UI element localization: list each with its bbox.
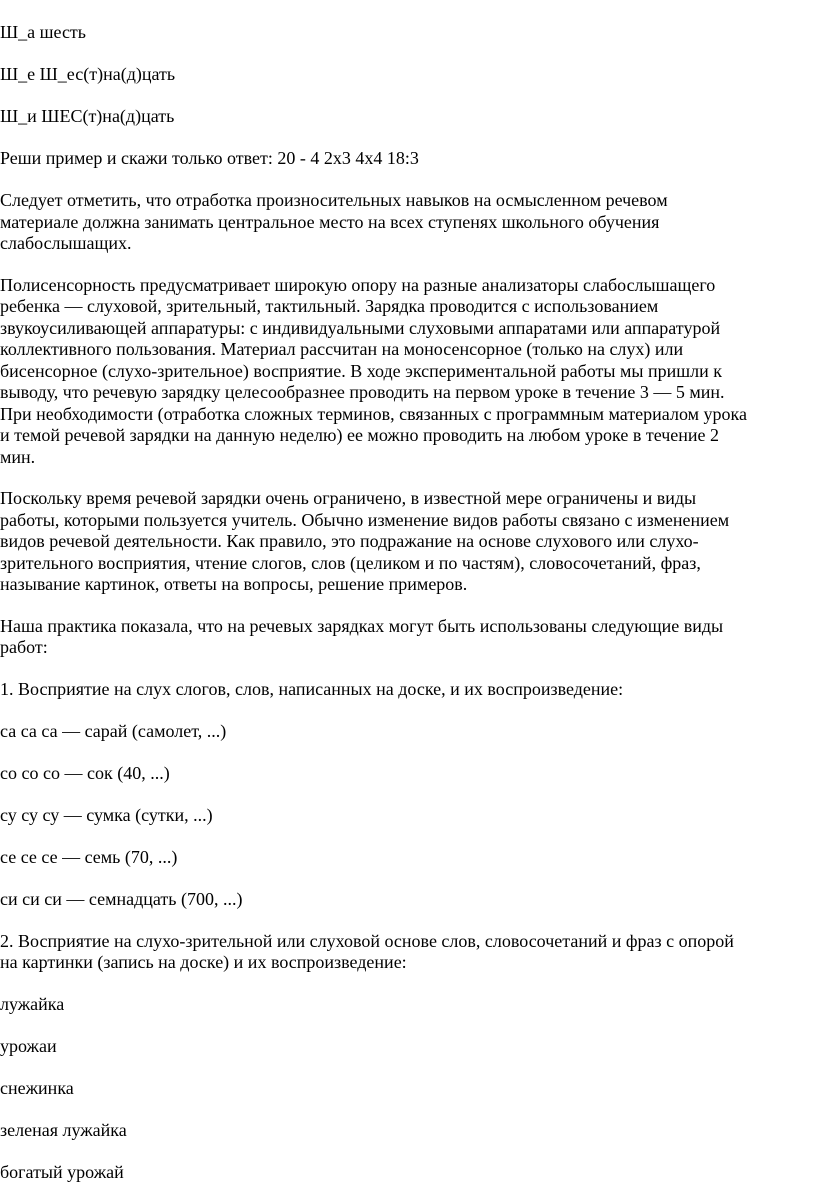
text-line: видов речевой деятельности. Как правило, это подражание на основе слухового или слухо- — [0, 531, 699, 551]
text-line: зеленая лужайка — [0, 1120, 127, 1140]
text-line: Поскольку время речевой зарядки очень ограничено, в известной мере ограничены и виды — [0, 488, 697, 508]
text-line: работ: — [0, 637, 48, 657]
text-line: си си си — семнадцать (700, ...) — [0, 889, 243, 909]
text-line: работы, которыми пользуется учитель. Обычно изменение видов работы связано с изменением — [0, 510, 730, 530]
text-line: мин. — [0, 447, 36, 467]
text-line: Ш_а шесть — [0, 22, 87, 42]
text-line: урожаи — [0, 1036, 57, 1056]
text-line: Ш_е Ш_ес(т)на(д)цать — [0, 64, 176, 84]
text-line: лужайка — [0, 994, 65, 1014]
text-line: Полисенсорность предусматривает широкую опору на разные анализаторы слабослышащего — [0, 275, 716, 295]
text-line: слабослышащих. — [0, 233, 132, 253]
text-line: ребенка — слуховой, зрительный, тактильный. Зарядка проводится с использованием — [0, 296, 659, 316]
text-line: звукоусиливающей аппаратуры: с индивидуальными слуховыми аппаратами или аппаратурой — [0, 318, 721, 338]
text-line: Ш_и ШЕС(т)на(д)цать — [0, 106, 175, 126]
text-line: коллективного пользования. Материал рассчитан на моносенсорное (только на слух) или — [0, 339, 684, 359]
text-line: Наша практика показала, что на речевых зарядках могут быть использованы следующие виды — [0, 616, 724, 636]
text-line: 2. Восприятие на слухо-зрительной или слуховой основе слов, словосочетаний и фраз с опорой — [0, 931, 734, 951]
text-line: материале должна занимать центральное место на всех ступенях школьного обучения — [0, 212, 660, 232]
text-line: су су су — сумка (сутки, ...) — [0, 805, 213, 825]
text-line: богатый урожай — [0, 1162, 124, 1182]
text-line: называние картинок, ответы на вопросы, решение примеров. — [0, 574, 468, 594]
text-line: Реши пример и скажи только ответ: 20 - 4 2х3 4х4 18:3 — [0, 148, 419, 168]
text-line: выводу, что речевую зарядку целесообразнее проводить на первом уроке в течение 3 — 5 мин. — [0, 382, 725, 402]
text-line: бисенсорное (слухо-зрительное) восприятие. В ходе экспериментальной работы мы пришли к — [0, 361, 722, 381]
text-line: на картинки (запись на доске) и их воспроизведение: — [0, 952, 407, 972]
text-line: Следует отметить, что отработка произносительных навыков на осмысленном речевом — [0, 190, 668, 210]
text-line: 1. Восприятие на слух слогов, слов, написанных на доске, и их воспроизведение: — [0, 679, 624, 699]
text-line: се се се — семь (70, ...) — [0, 847, 178, 867]
text-line: При необходимости (отработка сложных терминов, связанных с программным материалом урока — [0, 404, 747, 424]
text-line: зрительного восприятия, чтение слогов, слов (целиком и по частям), словосочетаний, фраз, — [0, 553, 701, 573]
text-line: и темой речевой зарядки на данную неделю) ее можно проводить на любом уроке в течение 2 — [0, 425, 720, 445]
text-line: са са са — сарай (самолет, ...) — [0, 721, 227, 741]
text-line: снежинка — [0, 1078, 74, 1098]
text-line: со со со — сок (40, ...) — [0, 763, 170, 783]
